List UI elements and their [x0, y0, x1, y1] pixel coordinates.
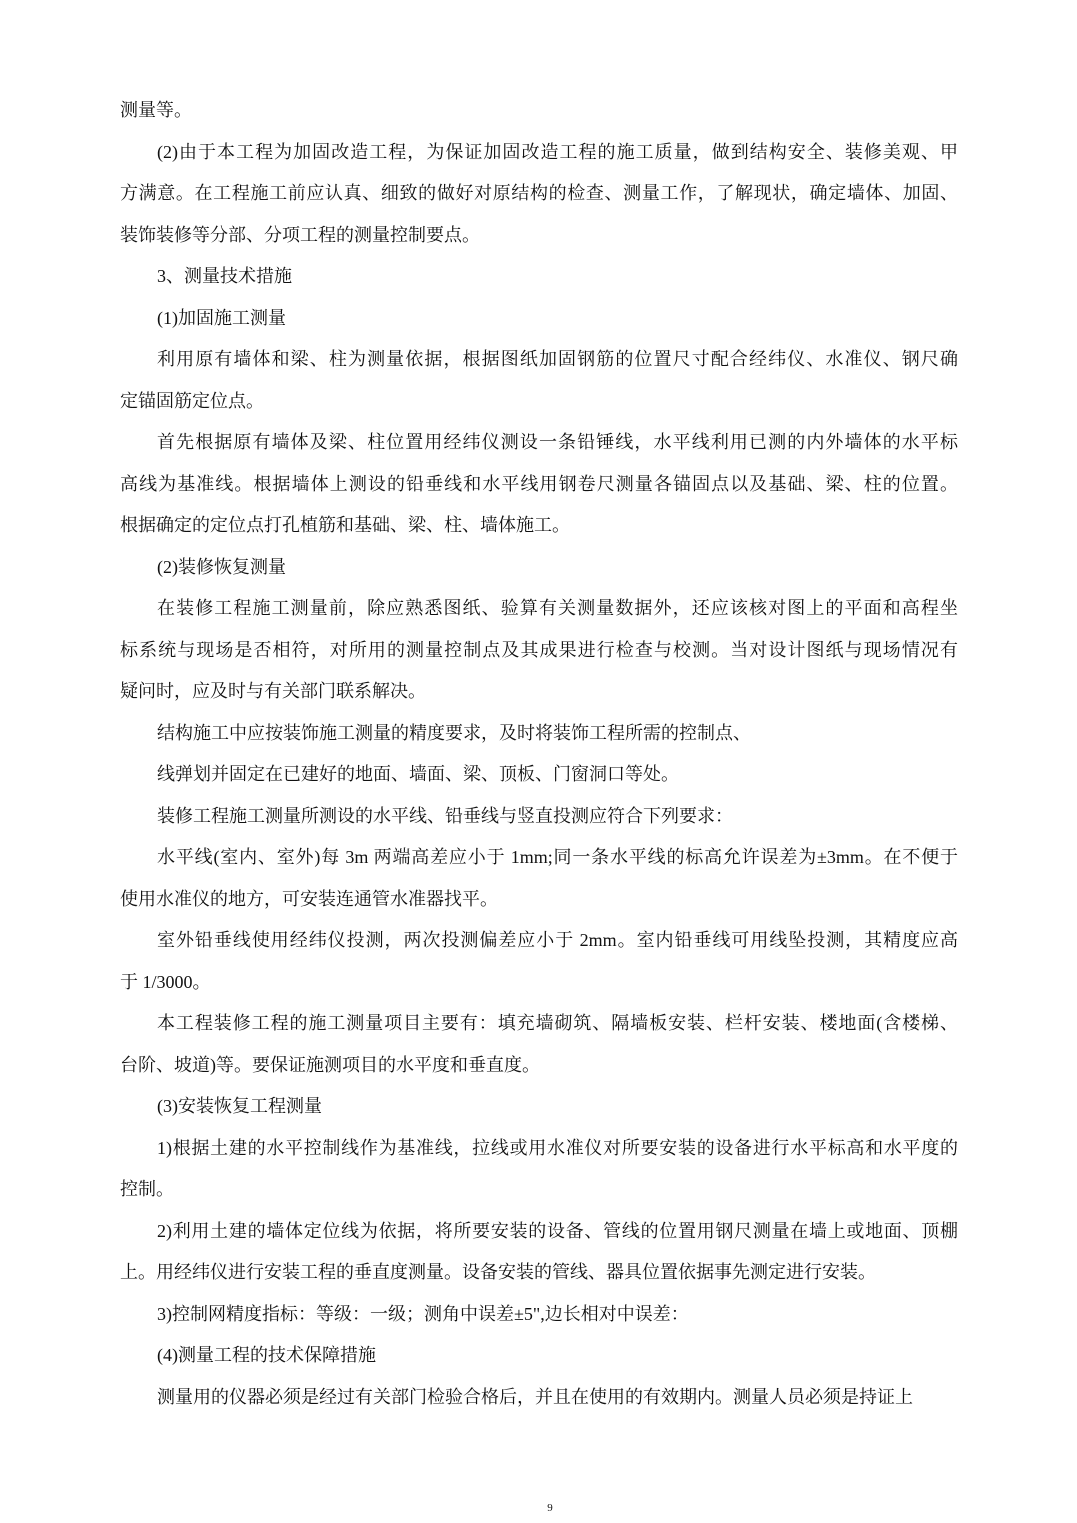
- text-line: 定锚固筋定位点。: [120, 390, 264, 411]
- text-line: 标系统与现场是否相符，对所用的测量控制点及其成果进行检查与校测。当对设计图纸与现场情况有: [120, 639, 958, 660]
- paragraph: [120, 339, 958, 422]
- text-line: (1)加固施工测量: [157, 307, 286, 328]
- text-line: 2)利用土建的墙体定位线为依据，将所要安装的设备、管线的位置用钢尺测量在墙上或地面、顶棚: [157, 1220, 958, 1241]
- paragraph: [120, 422, 958, 547]
- paragraph: [120, 1086, 958, 1128]
- paragraph: [120, 90, 958, 132]
- text-line: 于 1/3000。: [120, 971, 211, 992]
- text-line: (4)测量工程的技术保障措施: [157, 1345, 376, 1365]
- page-number: 9: [547, 1502, 553, 1514]
- text-line: 水平线(室内、室外)每 3m 两端高差应小于 1mm;同一条水平线的标高允许误差为±3mm。在不便于: [157, 847, 958, 867]
- document-body: [120, 90, 958, 1418]
- text-line: 室外铅垂线使用经纬仪投测，两次投测偏差应小于 2mm。室内铅垂线可用线坠投测，其精度应高: [157, 930, 958, 950]
- text-line: 本工程装修工程的施工测量项目主要有：填充墙砌筑、隔墙板安装、栏杆安装、楼地面(含楼梯、: [157, 1013, 958, 1033]
- paragraph: [120, 298, 958, 340]
- paragraph: [120, 547, 958, 589]
- paragraph: [120, 1377, 958, 1419]
- text-line: 3、测量技术措施: [157, 266, 292, 286]
- paragraph: [120, 256, 958, 298]
- text-line: (3)安装恢复工程测量: [157, 1096, 322, 1116]
- text-line: 结构施工中应按装饰施工测量的精度要求，及时将装饰工程所需的控制点、: [157, 722, 751, 743]
- text-line: 1)根据土建的水平控制线作为基准线，拉线或用水准仪对所要安装的设备进行水平标高和水平度的: [157, 1137, 958, 1158]
- paragraph: [120, 1211, 958, 1294]
- text-line: 使用水准仪的地方，可安装连通管水准器找平。: [120, 888, 498, 909]
- text-line: 在装修工程施工测量前，除应熟悉图纸、验算有关测量数据外，还应该核对图上的平面和高程坐: [157, 598, 958, 618]
- text-line: 装修工程施工测量所测设的水平线、铅垂线与竖直投测应符合下列要求：: [157, 805, 733, 826]
- text-line: 测量用的仪器必须是经过有关部门检验合格后，并且在使用的有效期内。测量人员必须是持证上: [157, 1386, 913, 1407]
- text-line: 台阶、坡道)等。要保证施测项目的水平度和垂直度。: [120, 1054, 540, 1075]
- paragraph: [120, 1335, 958, 1377]
- paragraph: [120, 132, 958, 257]
- text-line: 线弹划并固定在已建好的地面、墙面、梁、顶板、门窗洞口等处。: [157, 764, 679, 784]
- paragraph: [120, 1003, 958, 1086]
- text-line: 测量等。: [120, 100, 192, 120]
- paragraph: [120, 1128, 958, 1211]
- text-line: (2)由于本工程为加固改造工程，为保证加固改造工程的施工质量，做到结构安全、装修美观、甲: [157, 141, 958, 162]
- text-line: 高线为基准线。根据墙体上测设的铅垂线和水平线用钢卷尺测量各锚固点以及基础、梁、柱的位置。: [120, 473, 958, 494]
- paragraph: [120, 837, 958, 920]
- text-line: 疑问时，应及时与有关部门联系解决。: [120, 681, 426, 701]
- paragraph: [120, 754, 958, 796]
- text-line: (2)装修恢复测量: [157, 556, 286, 577]
- text-line: 上。用经纬仪进行安装工程的垂直度测量。设备安装的管线、器具位置依据事先测定进行安装。: [120, 1262, 876, 1282]
- paragraph: [120, 713, 958, 755]
- paragraph: [120, 796, 958, 838]
- text-line: 利用原有墙体和梁、柱为测量依据，根据图纸加固钢筋的位置尺寸配合经纬仪、水准仪、钢尺确: [157, 349, 958, 369]
- text-line: 控制。: [120, 1179, 174, 1199]
- text-line: 根据确定的定位点打孔植筋和基础、梁、柱、墙体施工。: [120, 515, 570, 535]
- paragraph: [120, 920, 958, 1003]
- text-line: 3)控制网精度指标：等级：一级；测角中误差±5",边长相对中误差：: [157, 1303, 689, 1324]
- text-line: 方满意。在工程施工前应认真、细致的做好对原结构的检查、测量工作，了解现状，确定墙体、加固、: [120, 183, 958, 203]
- text-line: 首先根据原有墙体及梁、柱位置用经纬仪测设一条铅锤线，水平线利用已测的内外墙体的水平标: [157, 432, 958, 452]
- paragraph: [120, 1294, 958, 1336]
- text-line: 装饰装修等分部、分项工程的测量控制要点。: [120, 224, 480, 245]
- paragraph: [120, 588, 958, 713]
